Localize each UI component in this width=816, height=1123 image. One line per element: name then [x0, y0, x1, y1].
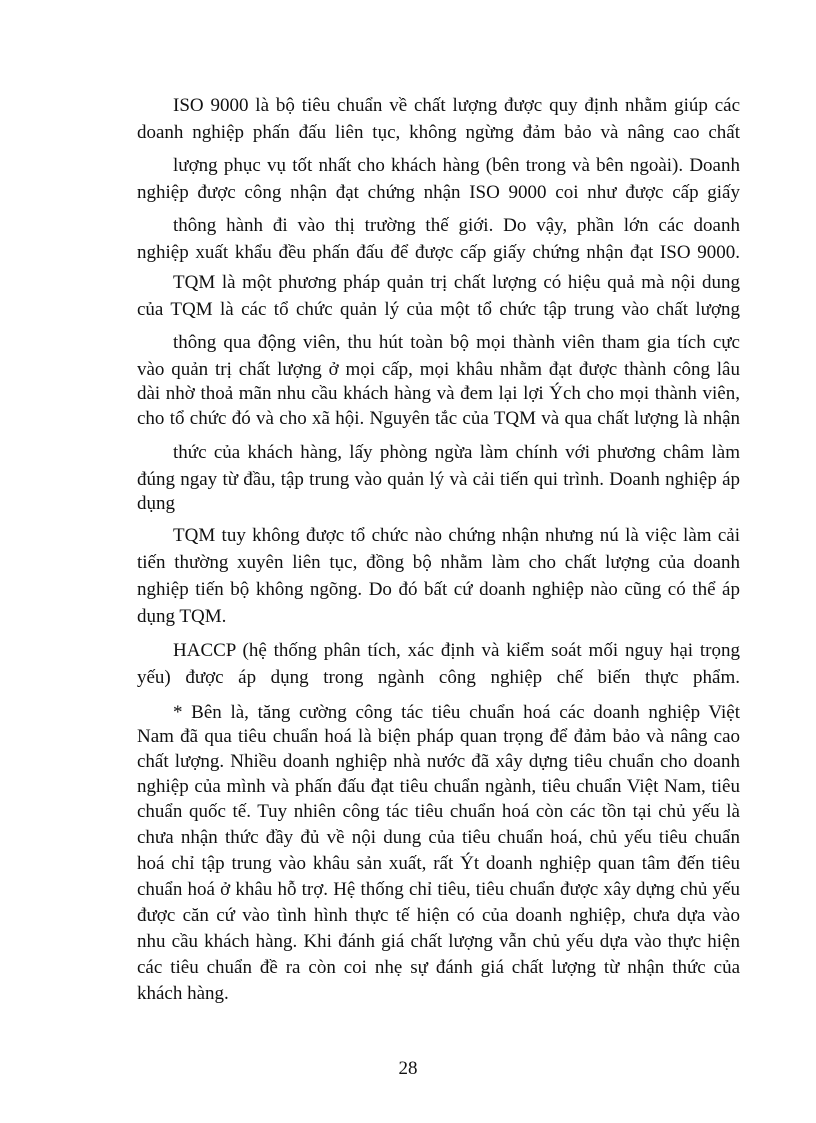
text-line: hoá chỉ tập trung vào khâu sản xuất, rất Ýt doanh nghiệp quan tâm đến tiêu	[137, 853, 740, 874]
text-line: nhu cầu khách hàng. Khi đánh giá chất lượng vẫn chủ yếu dựa vào thực hiện	[137, 931, 740, 952]
text-line: TQM là một phương pháp quản trị chất lượng có hiệu quả mà nội dung	[173, 272, 740, 293]
text-line: vào quản trị chất lượng ở mọi cấp, mọi khâu nhằm đạt được thành công lâu	[137, 359, 740, 380]
text-line: thức của khách hàng, lấy phòng ngừa làm chính với phương châm làm	[173, 442, 740, 463]
text-line: đúng ngay từ đầu, tập trung vào quản lý và cải tiến qui trình. Doanh nghiệp áp	[137, 469, 740, 490]
text-line: ISO 9000 là bộ tiêu chuẩn về chất lượng được quy định nhằm giúp các	[173, 95, 740, 116]
text-line: yếu) được áp dụng trong ngành công nghiệp chế biến thực phẩm.	[137, 667, 740, 688]
text-line: doanh nghiệp phấn đấu liên tục, không ngừng đảm bảo và nâng cao chất	[137, 122, 740, 143]
text-line: nghiệp của mình và phấn đấu đạt tiêu chuẩn ngành, tiêu chuẩn Việt Nam, tiêu	[137, 776, 740, 797]
text-line: tiến thường xuyên liên tục, đồng bộ nhằm làm cho chất lượng của doanh	[137, 552, 740, 573]
text-line: dài nhờ thoả mãn nhu cầu khách hàng và đem lại lợi Ých cho mọi thành viên,	[137, 383, 740, 404]
text-line: dụng	[137, 493, 175, 514]
text-line: thông hành đi vào thị trường thế giới. Do vậy, phần lớn các doanh	[173, 215, 740, 236]
text-line: được căn cứ vào tình hình thực tế hiện có của doanh nghiệp, chưa dựa vào	[137, 905, 740, 926]
text-line: chất lượng. Nhiều doanh nghiệp nhà nước đã xây dựng tiêu chuẩn cho doanh	[137, 751, 740, 772]
text-line: nghiệp tiến bộ không ngõng. Do đó bất cứ doanh nghiệp nào cũng có thể áp	[137, 579, 740, 600]
page-number: 28	[398, 1058, 418, 1079]
text-line: TQM tuy không được tổ chức nào chứng nhận nhưng nú là việc làm cải	[173, 525, 740, 546]
text-line: các tiêu chuẩn đề ra còn coi nhẹ sự đánh giá chất lượng từ nhận thức của	[137, 957, 740, 978]
text-line: nghiệp xuất khẩu đều phấn đấu để được cấp giấy chứng nhận đạt ISO 9000.	[137, 242, 740, 263]
text-line: nghiệp được công nhận đạt chứng nhận ISO 9000 coi như được cấp giấy	[137, 182, 740, 203]
text-line: cho tổ chức đó và cho xã hội. Nguyên tắc của TQM và qua chất lượng là nhận	[137, 408, 740, 429]
text-line: dụng TQM.	[137, 606, 227, 627]
text-line: * Bên là, tăng cường công tác tiêu chuẩn hoá các doanh nghiệp Việt	[173, 702, 740, 723]
text-line: lượng phục vụ tốt nhất cho khách hàng (bên trong và bên ngoài). Doanh	[173, 155, 740, 176]
text-line: khách hàng.	[137, 983, 229, 1004]
text-line: HACCP (hệ thống phân tích, xác định và kiểm soát mối nguy hại trọng	[173, 640, 740, 661]
text-line: chuẩn quốc tế. Tuy nhiên công tác tiêu chuẩn hoá còn các tồn tại chủ yếu là	[137, 801, 740, 822]
text-line: chuẩn hoá ở khâu hỗ trợ. Hệ thống chỉ tiêu, tiêu chuẩn được xây dựng chủ yếu	[137, 879, 740, 900]
text-line: thông qua động viên, thu hút toàn bộ mọi thành viên tham gia tích cực	[173, 332, 740, 353]
text-line: của TQM là các tổ chức quản lý của một tổ chức tập trung vào chất lượng	[137, 299, 740, 320]
text-line: Nam đã qua tiêu chuẩn hoá là biện pháp quan trọng để đảm bảo và nâng cao	[137, 726, 740, 747]
text-line: chưa nhận thức đầy đủ về nội dung của tiêu chuẩn hoá, chủ yếu tiêu chuẩn	[137, 827, 740, 848]
